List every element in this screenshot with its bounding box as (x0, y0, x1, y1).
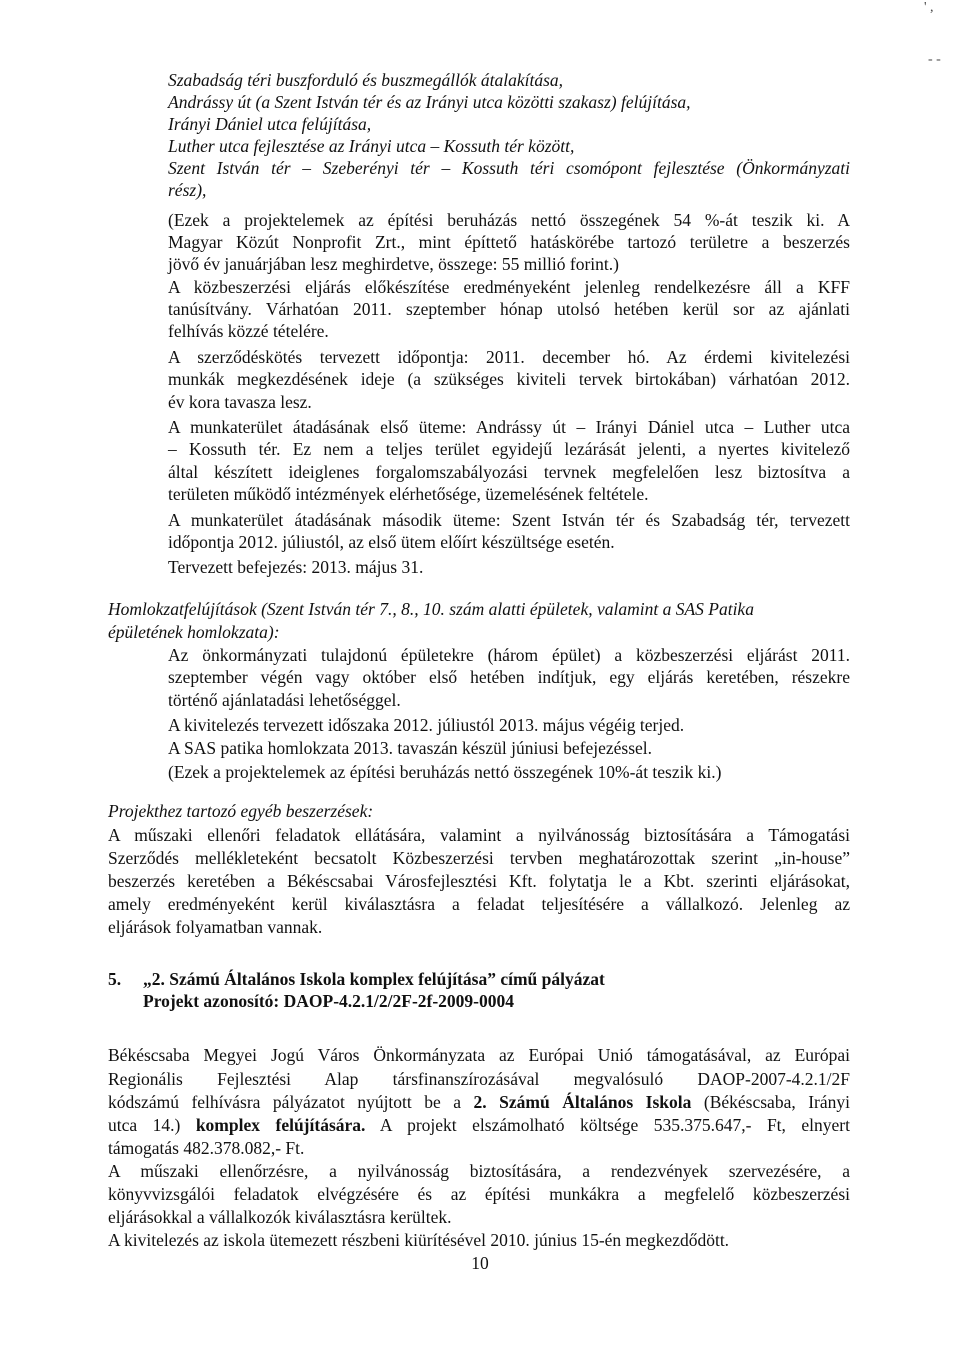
list-item: Luther utca fejlesztése az Irányi utca – Kossuth tér között, (168, 136, 575, 156)
text-line: év kora tavasza lesz. (168, 392, 312, 412)
text-line: (Ezek a projektelemek az építési beruházás nettó összegének 10%-át teszik ki.) (168, 762, 722, 782)
text-line: A szerződéskötés tervezett időpontja: 2011. december hó. Az érdemi kivitelezési (168, 347, 850, 367)
section-number: 5. (108, 969, 122, 989)
text-line: felhívás közzé tételére. (168, 321, 329, 341)
text-line: Békéscsaba Megyei Jogú Város Önkormányzata az Európai Unió támogatásával, az Európai (108, 1045, 850, 1065)
text-line: történő ajánlatadási lehetőséggel. (168, 690, 401, 710)
text-line: A SAS patika homlokzata 2013. tavaszán készül júniusi befejezéssel. (168, 738, 653, 758)
section-heading: Homlokzatfelújítások (Szent István tér 7., 8., 10. szám alatti épületek, valamint a SAS Patika (108, 599, 754, 619)
text-line: könyvvizsgálói feladatok elvégzésére és az építési munkákra a megfelelő közbeszerzési (108, 1184, 850, 1204)
text-line: – Kossuth tér. Ez nem a teljes terület egyidejű lezárását jelenti, a nyertes kivitelező (168, 439, 850, 459)
text-line: amely eredményeként kerül kiválasztásra a feladat teljesítésére a vállalkozó. Jelenleg az (108, 894, 850, 914)
list-item: Andrássy út (a Szent István tér és az Irányi utca közötti szakasz) felújítása, (168, 92, 691, 112)
text-line: jövő év januárjában lesz meghirdetve, összege: 55 millió forint.) (168, 254, 619, 274)
text-line: A munkaterület átadásának első üteme: Andrássy út – Irányi Dániel utca – Luther utca (168, 417, 850, 437)
text-line: Az önkormányzati tulajdonú épületekre (három épület) a közbeszerzési eljárást 2011. (168, 645, 850, 665)
text-line: A kivitelezés az iskola ütemezett részbeni kiürítésével 2010. június 15-én megkezdődött. (108, 1230, 730, 1250)
text-line: munkák megkezdésének ideje (a szükséges kiviteli tervek birtokában) várhatóan 2012. (168, 369, 850, 389)
section-title: „2. Számú Általános Iskola komplex felújítása” című pályázat (143, 969, 605, 989)
text-line: Szerződés mellékleteként becsatolt Közbeszerzési tervben meghatározottak szerint „in-house” (108, 848, 850, 868)
section-heading: Projekthez tartozó egyéb beszerzések: (108, 801, 374, 821)
text-line: szeptember végén vagy október első hetében indítjuk, egy eljárás keretében, részekre (168, 667, 850, 687)
school-name: 2. Számú Általános Iskola (473, 1092, 692, 1112)
text-line: eljárásokkal a vállalkozók kiválasztásra kerültek. (108, 1207, 452, 1227)
text-line: kódszámú felhívásra pályázatot nyújtott be a 2. Számú Általános Iskola (Békéscsaba, Irányi (108, 1092, 850, 1112)
text-line: tanúsítvány. Várhatóan 2011. szeptember hónap utolsó hetében kerül sor az ajánlati (168, 299, 850, 319)
text-line: utca 14.) komplex felújítására. A projekt elszámolható költsége 535.375.647,- Ft, elnyert (108, 1115, 850, 1135)
list-item: Irányi Dániel utca felújítása, (168, 114, 372, 134)
text-line: területen működő intézmények elérhetősége, üzemelésének feltétele. (168, 484, 649, 504)
text-line: Magyar Közút Nonprofit Zrt., mint építtető hatáskörébe tartozó területre a beszerzés (168, 232, 850, 252)
project-id: Projekt azonosító: DAOP-4.2.1/2/2F-2f-2009-0004 (143, 991, 515, 1011)
text-line: (Ezek a projektelemek az építési beruházás nettó összegének 54 %-át teszik ki. A (168, 210, 850, 230)
text-line: által készített ideiglenes forgalomszabályozási tervnek megfelelően lesz biztosítva a (168, 462, 850, 482)
list-item: rész), (168, 180, 207, 200)
text-line: A műszaki ellenőrzésre, a nyilvánosság biztosítására, a rendezvények szervezésére, a (108, 1161, 850, 1181)
text-line: Regionális Fejlesztési Alap társfinanszírozásával megvalósuló DAOP-2007-4.2.1/2F (108, 1069, 850, 1089)
text-line: A kivitelezés tervezett időszaka 2012. júliustól 2013. május végéig terjed. (168, 715, 685, 735)
text-line: A munkaterület átadásának második üteme: Szent István tér és Szabadság tér, tervezett (168, 510, 850, 530)
text-line: eljárások folyamatban vannak. (108, 917, 323, 937)
text-line: Tervezett befejezés: 2013. május 31. (168, 557, 424, 577)
list-item: Szent István tér – Szeberényi tér – Kossuth téri csomópont fejlesztése (Önkormányzati (168, 158, 850, 178)
corner-mark: ' , (924, 0, 934, 15)
section-heading: épületének homlokzata): (108, 622, 280, 642)
text-line: A műszaki ellenőri feladatok ellátására, valamint a nyilvánosság biztosítására a Támogatási (108, 825, 850, 845)
text-line: beszerzés keretében a Békéscsabai Városfejlesztési Kft. folytatja le a Kbt. szerinti eljárásokat, (108, 871, 850, 891)
page-number: 10 (471, 1253, 489, 1273)
text-line: időpontja 2012. júliustól, az első ütem előírt készültsége esetén. (168, 532, 615, 552)
text-line: támogatás 482.378.082,- Ft. (108, 1138, 305, 1158)
project-name: komplex felújítására. (195, 1115, 366, 1135)
text-line: A közbeszerzési eljárás előkészítése eredményeként jelenleg rendelkezésre áll a KFF (168, 277, 850, 297)
corner-dash: - - (928, 52, 941, 67)
list-item: Szabadság téri buszforduló és buszmegállók átalakítása, (168, 70, 564, 90)
